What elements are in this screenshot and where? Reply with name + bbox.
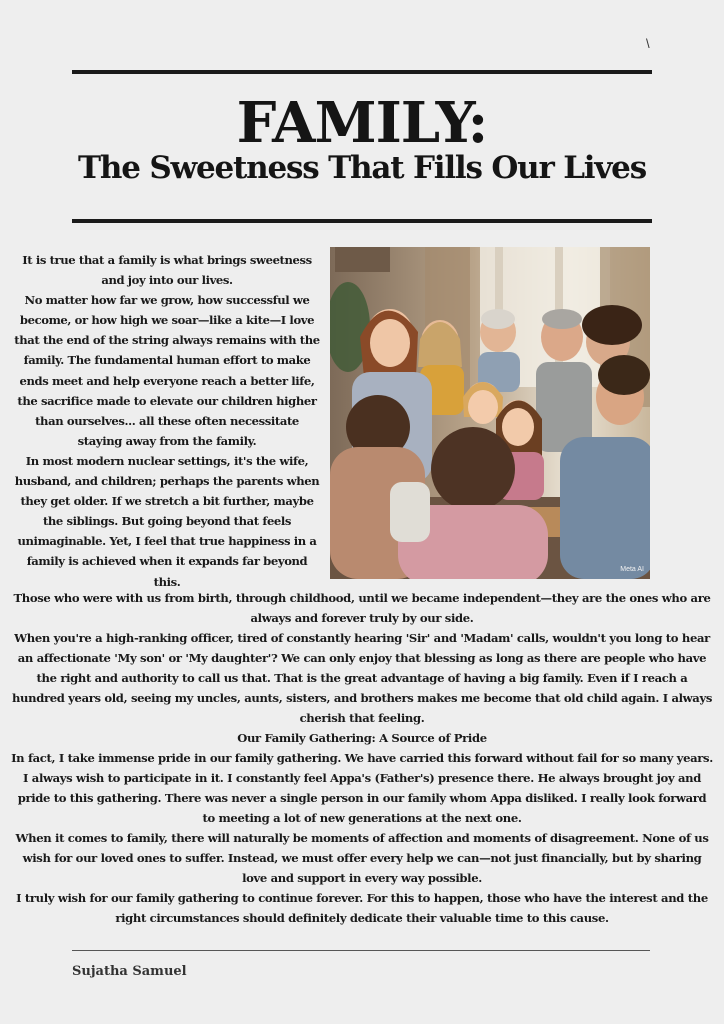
intro-column [12, 250, 322, 592]
family-photo-illustration [330, 247, 650, 579]
author-name: Sujatha Samuel [72, 964, 187, 979]
article-body [10, 588, 714, 928]
body-paragraph: In fact, I take immense pride in our family gathering. We have carried this forward without fail for so many years. I always wish to participate in it. I constantly feel Appa's (Father's) presence there. He always brought joy and pride to this gathering. There was never a single person in our family whom Appa disliked. I really look forward to meeting a lot of new generations at the next one. [11, 751, 713, 825]
page-title: FAMILY: [236, 90, 488, 156]
photo-credit: Meta AI [620, 566, 644, 573]
page-subtitle: The Sweetness That Fills Our Lives [78, 150, 646, 186]
title-divider [72, 219, 652, 223]
intro-paragraph: It is true that a family is what brings sweetness and joy into our lives. [22, 253, 312, 288]
body-paragraph: When it comes to family, there will naturally be moments of affection and moments of disagreement. None of us wish for our loved ones to suffer. Instead, we must offer every help we can—not just financially, but by sharing love and support in every way possible. [15, 831, 709, 885]
intro-paragraph: No matter how far we grow, how successful we become, or how high we soar—like a kite—I love that the end of the string always remains with the family. The fundamental human effort to make ends meet and help everyone reach a better life, the sacrifice made to elevate our children higher than ourselves... all these often necessitate staying away from the family. [14, 293, 320, 448]
body-paragraph: I truly wish for our family gathering to continue forever. For this to happen, those who have the interest and the right circumstances should definitely dedicate their valuable time to this cause. [16, 891, 708, 925]
footer-divider [72, 950, 650, 951]
corner-mark: \ [646, 36, 650, 51]
body-paragraph: When you're a high-ranking officer, tired of constantly hearing 'Sir' and 'Madam' calls, wouldn't you long to hear an affectionate 'My son' or 'My daughter'? We can only enjoy that blessing as long as there are people who have the right and authority to call us that. That is the great advantage of having a big family. Even if I reach a hundred years old, seeing my uncles, aunts, sisters, and brothers makes me become that old child again. I always cherish that feeling. [11, 631, 713, 725]
section-heading: Our Family Gathering: A Source of Pride [237, 731, 487, 745]
intro-paragraph: In most modern nuclear settings, it's the wife, husband, and children; perhaps the parents when they get older. If we stretch a bit further, maybe the siblings. But going beyond that feels unimaginable. Yet, I feel that true happiness in a family is achieved when it expands far beyond this. [14, 453, 320, 589]
body-paragraph: Those who were with us from birth, through childhood, until we became independent—they are the ones who are always and forever truly by our side. [13, 591, 711, 625]
family-photo [330, 247, 650, 579]
top-divider [72, 70, 652, 74]
